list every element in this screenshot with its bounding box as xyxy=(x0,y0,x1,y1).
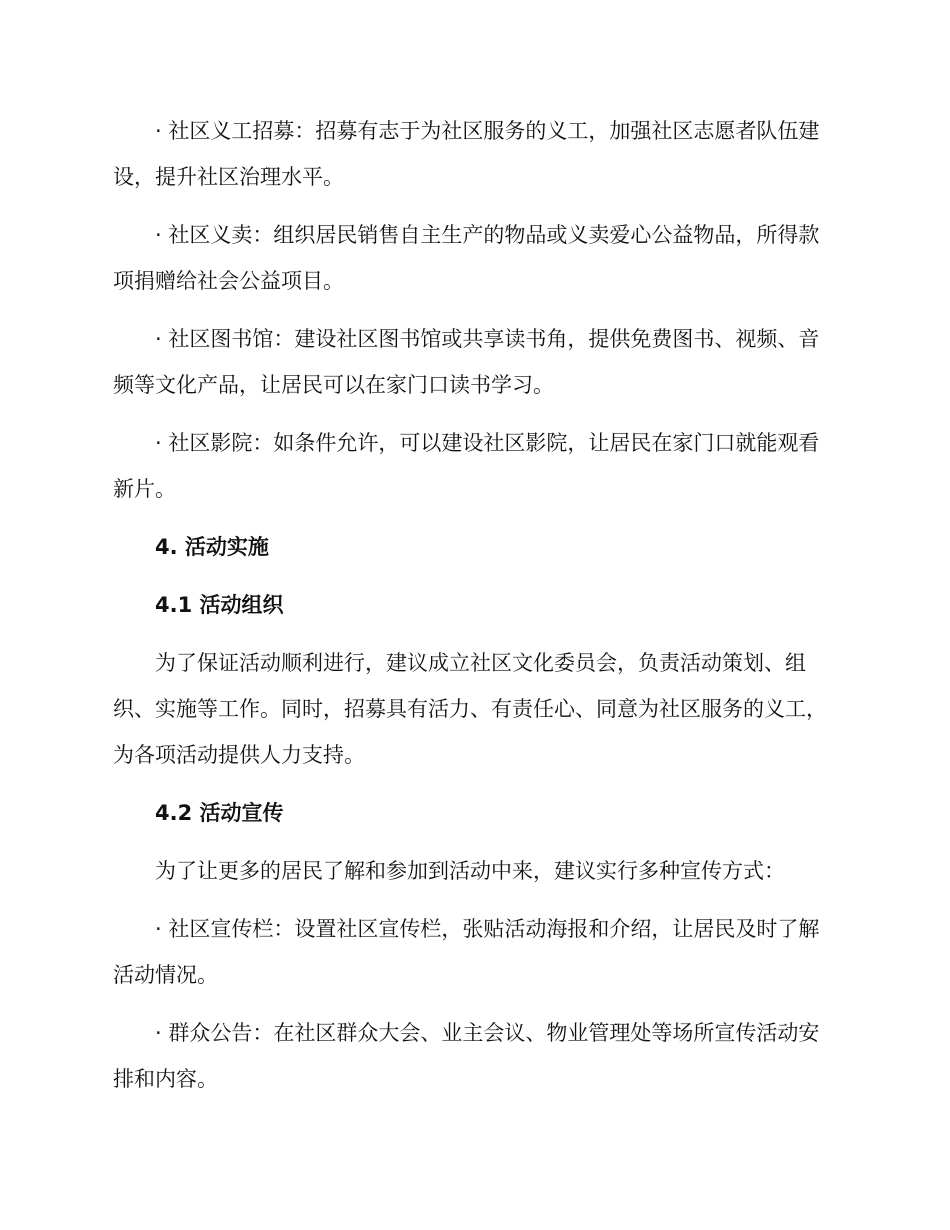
paragraph-community-cinema: · 社区影院：如条件允许，可以建设社区影院，让居民在家门口就能观看新片。 xyxy=(113,431,820,501)
paragraph-volunteer-recruitment: · 社区义工招募：招募有志于为社区服务的义工，加强社区志愿者队伍建设，提升社区治理水平。 xyxy=(113,119,820,189)
paragraph-public-notice: · 群众公告：在社区群众大会、业主会议、物业管理处等场所宣传活动安排和内容。 xyxy=(113,1021,820,1091)
paragraph-bulletin-board: · 社区宣传栏：设置社区宣传栏，张贴活动海报和介绍，让居民及时了解活动情况。 xyxy=(113,917,820,987)
section-heading-activity-implementation: 4. 活动实施 xyxy=(155,535,269,559)
paragraph-community-library: · 社区图书馆：建设社区图书馆或共享读书角，提供免费图书、视频、音频等文化产品，让居民可以在家门口读书学习。 xyxy=(113,327,820,397)
document-body xyxy=(113,108,837,1114)
subsection-heading-activity-promotion: 4.2 活动宣传 xyxy=(155,801,284,825)
subsection-heading-activity-organization: 4.1 活动组织 xyxy=(155,593,284,617)
paragraph-promotion-intro: 为了让更多的居民了解和参加到活动中来，建议实行多种宣传方式： xyxy=(155,859,785,883)
paragraph-organization-body: 为了保证活动顺利进行，建议成立社区文化委员会，负责活动策划、组织、实施等工作。同时，招募具有活力、有责任心、同意为社区服务的义工，为各项活动提供人力支持。 xyxy=(113,651,827,767)
paragraph-charity-sale: · 社区义卖：组织居民销售自主生产的物品或义卖爱心公益物品，所得款项捐赠给社会公益项目。 xyxy=(113,223,820,293)
